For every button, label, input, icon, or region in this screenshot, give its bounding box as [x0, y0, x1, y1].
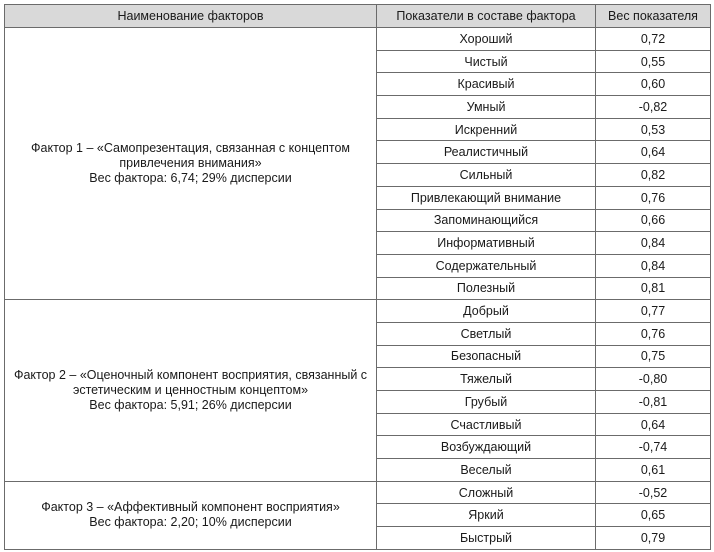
indicator-weight: -0,74 — [596, 436, 711, 459]
indicator-name: Возбуждающий — [377, 436, 596, 459]
indicator-weight: 0,53 — [596, 118, 711, 141]
indicator-weight: 0,77 — [596, 300, 711, 323]
indicator-name: Полезный — [377, 277, 596, 300]
factors-table — [4, 4, 711, 550]
table-row — [5, 300, 711, 323]
indicator-name: Привлекающий внимание — [377, 186, 596, 209]
indicator-weight: 0,61 — [596, 459, 711, 482]
factor-title: Фактор 3 – «Аффективный компонент восприятия» — [41, 500, 340, 515]
indicator-name: Добрый — [377, 300, 596, 323]
indicator-weight: 0,84 — [596, 254, 711, 277]
indicator-name: Быстрый — [377, 527, 596, 550]
indicator-weight: 0,81 — [596, 277, 711, 300]
table-row — [5, 28, 711, 51]
indicator-name: Чистый — [377, 50, 596, 73]
indicator-name: Красивый — [377, 73, 596, 96]
indicator-name: Запоминающийся — [377, 209, 596, 232]
factor-name-cell — [5, 481, 377, 549]
indicator-weight: 0,64 — [596, 413, 711, 436]
indicator-name: Информативный — [377, 232, 596, 255]
indicator-weight: 0,60 — [596, 73, 711, 96]
indicator-weight: 0,72 — [596, 28, 711, 51]
indicator-weight: 0,64 — [596, 141, 711, 164]
indicator-name: Тяжелый — [377, 368, 596, 391]
indicator-weight: 0,82 — [596, 164, 711, 187]
indicator-weight: 0,66 — [596, 209, 711, 232]
indicator-name: Сложный — [377, 481, 596, 504]
indicator-weight: -0,52 — [596, 481, 711, 504]
indicator-name: Светлый — [377, 322, 596, 345]
indicator-weight: -0,80 — [596, 368, 711, 391]
indicator-weight: 0,79 — [596, 527, 711, 550]
indicator-name: Безопасный — [377, 345, 596, 368]
indicator-weight: 0,75 — [596, 345, 711, 368]
indicator-name: Умный — [377, 96, 596, 119]
factor-weight-line: Вес фактора: 2,20; 10% дисперсии — [89, 515, 292, 530]
indicator-name: Содержательный — [377, 254, 596, 277]
indicator-name: Веселый — [377, 459, 596, 482]
header-indicators: Показатели в составе фактора — [377, 5, 596, 28]
indicator-name: Грубый — [377, 391, 596, 414]
indicator-name: Искренний — [377, 118, 596, 141]
indicator-name: Яркий — [377, 504, 596, 527]
factor-name-cell — [5, 28, 377, 300]
factor-name-cell — [5, 300, 377, 482]
indicator-weight: 0,55 — [596, 50, 711, 73]
indicator-weight: 0,84 — [596, 232, 711, 255]
table-body — [5, 28, 711, 550]
header-factor: Наименование факторов — [5, 5, 377, 28]
indicator-weight: 0,76 — [596, 186, 711, 209]
table-row — [5, 481, 711, 504]
indicator-weight: 0,65 — [596, 504, 711, 527]
indicator-name: Реалистичный — [377, 141, 596, 164]
indicator-weight: 0,76 — [596, 322, 711, 345]
header-weight: Вес показателя — [596, 5, 711, 28]
indicator-weight: -0,81 — [596, 391, 711, 414]
indicator-name: Хороший — [377, 28, 596, 51]
factor-weight-line: Вес фактора: 5,91; 26% дисперсии — [89, 398, 292, 412]
indicator-weight: -0,82 — [596, 96, 711, 119]
indicator-name: Сильный — [377, 164, 596, 187]
factor-weight-line: Вес фактора: 6,74; 29% дисперсии — [89, 171, 292, 186]
factor-title: Фактор 2 – «Оценочный компонент восприятия, связанный с эстетическим и ценностным концептом» — [13, 368, 368, 397]
factor-title: Фактор 1 – «Самопрезентация, связанная с концептом привлечения внимания» — [31, 141, 350, 171]
header-row — [5, 5, 711, 28]
indicator-name: Счастливый — [377, 413, 596, 436]
